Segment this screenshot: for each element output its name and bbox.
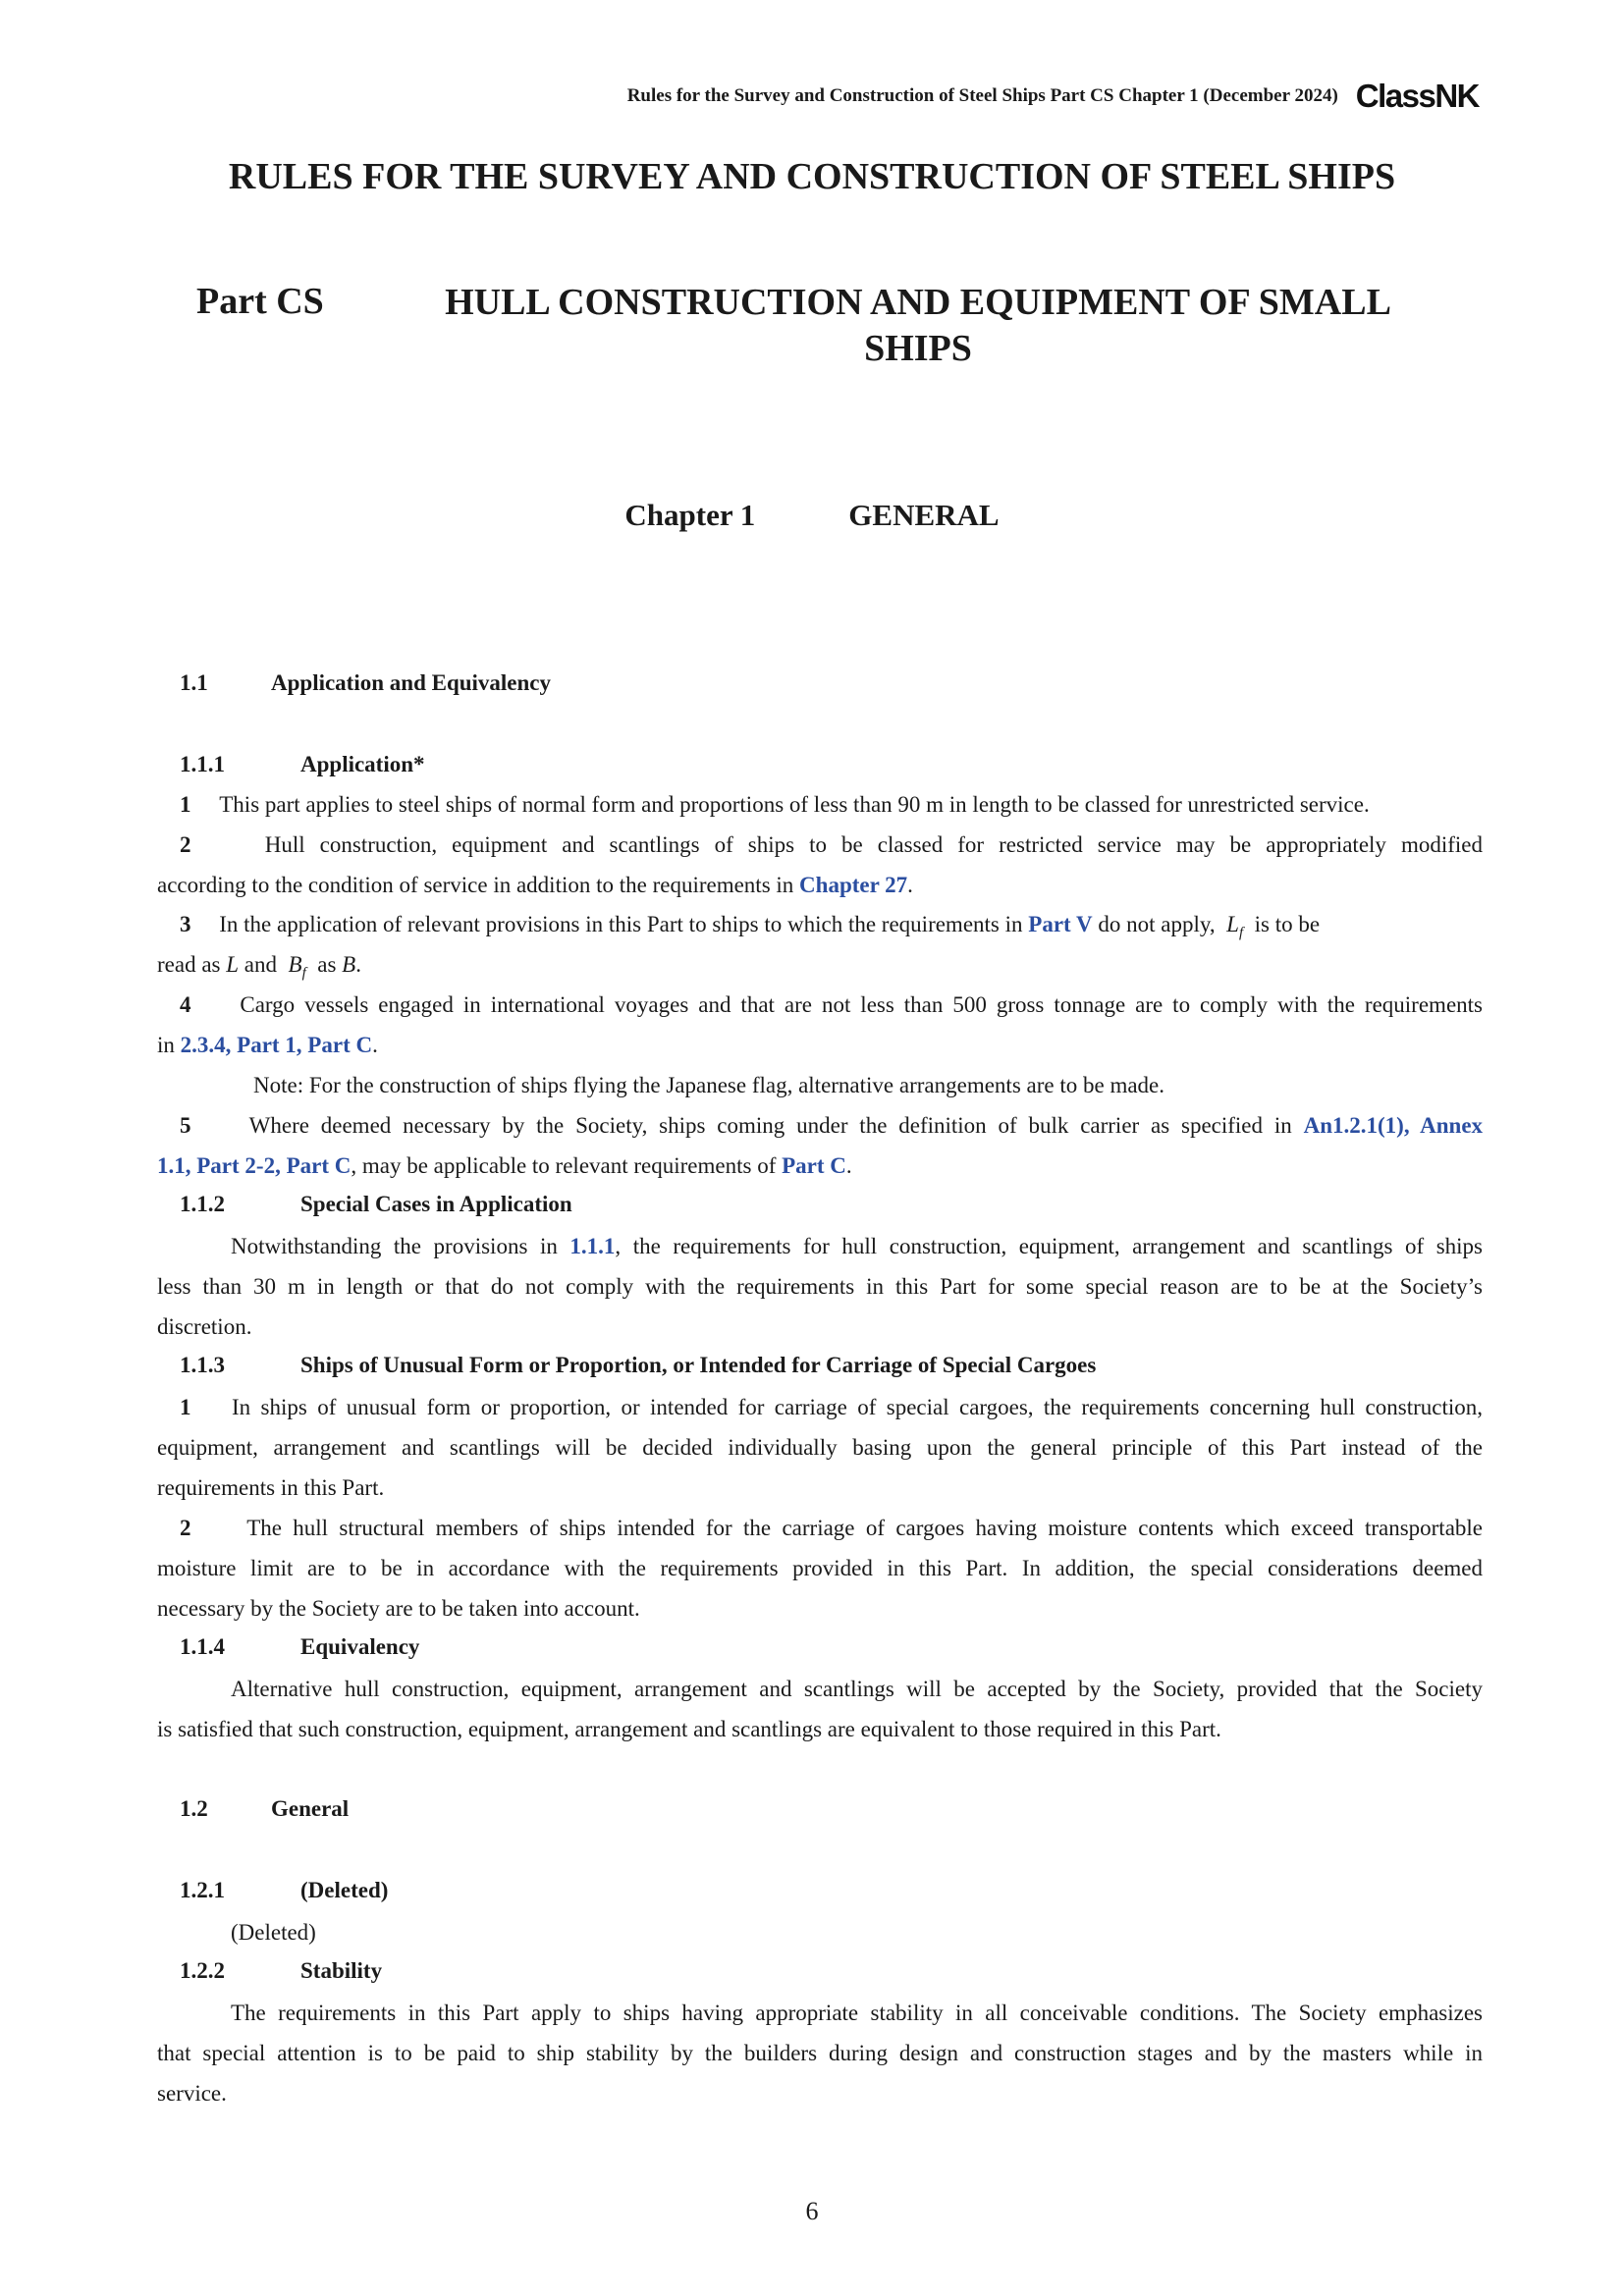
- section-number: 1.1: [180, 670, 208, 695]
- paragraph-continuation: necessary by the Society are to be taken into account.: [157, 1596, 640, 1621]
- punctuation: .: [907, 873, 913, 897]
- paragraph-continuation: [157, 871, 1483, 900]
- paragraph-text: In the application of relevant provisions in this Part to ships to which the requirements in: [219, 912, 1023, 936]
- subsection-number: 1.1.2: [180, 1192, 225, 1216]
- paragraph: [180, 1514, 1483, 1543]
- paragraph-text: according to the condition of service in addition to the requirements in: [157, 873, 794, 897]
- subsection-number: 1.2.1: [180, 1878, 225, 1902]
- link-1-1-1[interactable]: 1.1.1: [569, 1234, 616, 1258]
- subsection-number: 1.1.4: [180, 1634, 225, 1659]
- paragraph-text: Cargo vessels engaged in international voyages and that are not less than 500 gross tonnage are to comply with the requirements: [240, 992, 1483, 1017]
- running-header-text: Rules for the Survey and Construction of Steel Ships Part CS Chapter 1 (December 2024): [626, 85, 1338, 106]
- chapter-label: Chapter 1: [624, 498, 756, 532]
- paragraph-text: Notwithstanding the provisions in: [231, 1234, 558, 1258]
- paragraph: (Deleted): [231, 1920, 316, 1945]
- punctuation: .: [845, 1153, 852, 1178]
- paragraph-number: 1: [180, 792, 191, 817]
- paragraph: The requirements in this Part apply to ships having appropriate stability in all conceivable conditions. The Society emphasizes: [231, 2001, 1483, 2025]
- paragraph-text: in: [157, 1033, 175, 1057]
- symbol-l: L: [226, 952, 240, 977]
- symbol-subscript: f: [301, 965, 306, 982]
- paragraph-continuation: requirements in this Part.: [157, 1475, 385, 1500]
- punctuation: .: [355, 952, 361, 977]
- chapter-title: GENERAL: [848, 498, 1000, 532]
- section-title: General: [271, 1796, 350, 1821]
- paragraph-continuation: [157, 950, 1483, 988]
- paragraph-continuation: [157, 1031, 1483, 1060]
- subsection-title: Special Cases in Application: [300, 1192, 572, 1216]
- paragraph-number: 2: [180, 1516, 191, 1540]
- subsection-number: 1.1.3: [180, 1353, 225, 1377]
- subsection-number: 1.1.1: [180, 752, 225, 776]
- paragraph-number: 5: [180, 1113, 191, 1138]
- paragraph-text: as: [317, 952, 337, 977]
- paragraph-number: 2: [180, 832, 191, 857]
- paragraph-continuation: that special attention is to be paid to ship stability by the builders during design and construction stages and by the masters while in: [157, 2041, 1483, 2065]
- paragraph-text: In ships of unusual form or proportion, or intended for carriage of special cargoes, the requirements concerning hull construction,: [232, 1395, 1483, 1419]
- link-chapter-27[interactable]: Chapter 27: [799, 873, 908, 897]
- paragraph-continuation: is satisfied that such construction, equipment, arrangement and scantlings are equivalent to those required in this Part.: [157, 1717, 1221, 1741]
- link-an1-2-1-annex[interactable]: An1.2.1(1), Annex: [1303, 1113, 1484, 1138]
- paragraph: Alternative hull construction, equipment, arrangement and scantlings will be accepted by the Society, provided that the Society: [231, 1677, 1483, 1701]
- page-number: 6: [805, 2197, 819, 2225]
- paragraph-continuation: service.: [157, 2081, 227, 2106]
- subsection-title: Ships of Unusual Form or Proportion, or Intended for Carriage of Special Cargoes: [300, 1353, 1097, 1377]
- paragraph-text: do not apply,: [1098, 912, 1216, 936]
- paragraph-text: This part applies to steel ships of normal form and proportions of less than 90 m in length to be classed for unrestricted service.: [219, 792, 1370, 817]
- document-title: RULES FOR THE SURVEY AND CONSTRUCTION OF STEEL SHIPS: [228, 156, 1396, 197]
- subsection-title: Equivalency: [300, 1634, 420, 1659]
- paragraph-text: The hull structural members of ships intended for the carriage of cargoes having moisture contents which exceed transportable: [246, 1516, 1484, 1540]
- paragraph-continuation: moisture limit are to be in accordance with the requirements provided in this Part. In addition, the special considerations deemed: [157, 1556, 1483, 1580]
- symbol-l: L: [1226, 912, 1239, 936]
- symbol-b: B: [288, 952, 302, 977]
- paragraph-text: Hull construction, equipment and scantlings of ships to be classed for restricted service may be appropriately modified: [264, 832, 1484, 857]
- paragraph-text: is to be: [1254, 912, 1321, 936]
- paragraph-continuation: discretion.: [157, 1314, 252, 1339]
- part-label: Part CS: [196, 281, 324, 322]
- paragraph-number: 1: [180, 1395, 191, 1419]
- paragraph: [231, 1232, 1483, 1261]
- symbol-b: B: [342, 952, 356, 977]
- subsection-title: (Deleted): [300, 1878, 389, 1902]
- section-number: 1.2: [180, 1796, 208, 1821]
- paragraph-continuation: [157, 1151, 1483, 1181]
- subsection-number: 1.2.2: [180, 1958, 225, 1983]
- paragraph-number: 4: [180, 992, 191, 1017]
- link-2-3-4-part-1-part-c[interactable]: 2.3.4, Part 1, Part C: [180, 1033, 373, 1057]
- subsection-title: Application*: [300, 752, 425, 776]
- paragraph-text: read as: [157, 952, 221, 977]
- paragraph-text: and: [244, 952, 278, 977]
- subsection-title: Stability: [300, 1958, 383, 1983]
- paragraph-text: Where deemed necessary by the Society, ships coming under the definition of bulk carrier as specified in: [248, 1113, 1292, 1138]
- paragraph-continuation: less than 30 m in length or that do not comply with the requirements in this Part for some special reason are to be at the Society’s: [157, 1274, 1483, 1299]
- paragraph: [180, 830, 1483, 860]
- running-header: [627, 77, 1479, 116]
- punctuation: .: [372, 1033, 378, 1057]
- paragraph-number: 3: [180, 912, 191, 936]
- paragraph: [180, 1393, 1483, 1422]
- paragraph-continuation: equipment, arrangement and scantlings will be decided individually basing upon the general principle of this Part instead of the: [157, 1435, 1483, 1460]
- paragraph-text: , may be applicable to relevant requirements of: [351, 1153, 777, 1178]
- classnk-logo: ClassNK: [1355, 78, 1479, 114]
- section-title: Application and Equivalency: [271, 670, 552, 695]
- part-title: HULL CONSTRUCTION AND EQUIPMENT OF SMALL SHIPS: [445, 282, 1391, 369]
- link-annex-1-1-part-2-2-part-c[interactable]: 1.1, Part 2-2, Part C: [157, 1153, 352, 1178]
- paragraph: [180, 910, 1483, 948]
- link-part-v[interactable]: Part V: [1028, 912, 1093, 936]
- paragraph: [180, 790, 1483, 820]
- paragraph-text: , the requirements for hull construction, equipment, arrangement and scantlings of ships: [615, 1234, 1483, 1258]
- chapter-heading: [0, 498, 1624, 533]
- paragraph: [180, 1111, 1483, 1141]
- symbol-subscript: f: [1238, 925, 1244, 941]
- link-part-c[interactable]: Part C: [782, 1153, 846, 1178]
- paragraph: [180, 990, 1483, 1020]
- note: Note: For the construction of ships flying the Japanese flag, alternative arrangements are to be made.: [253, 1073, 1164, 1097]
